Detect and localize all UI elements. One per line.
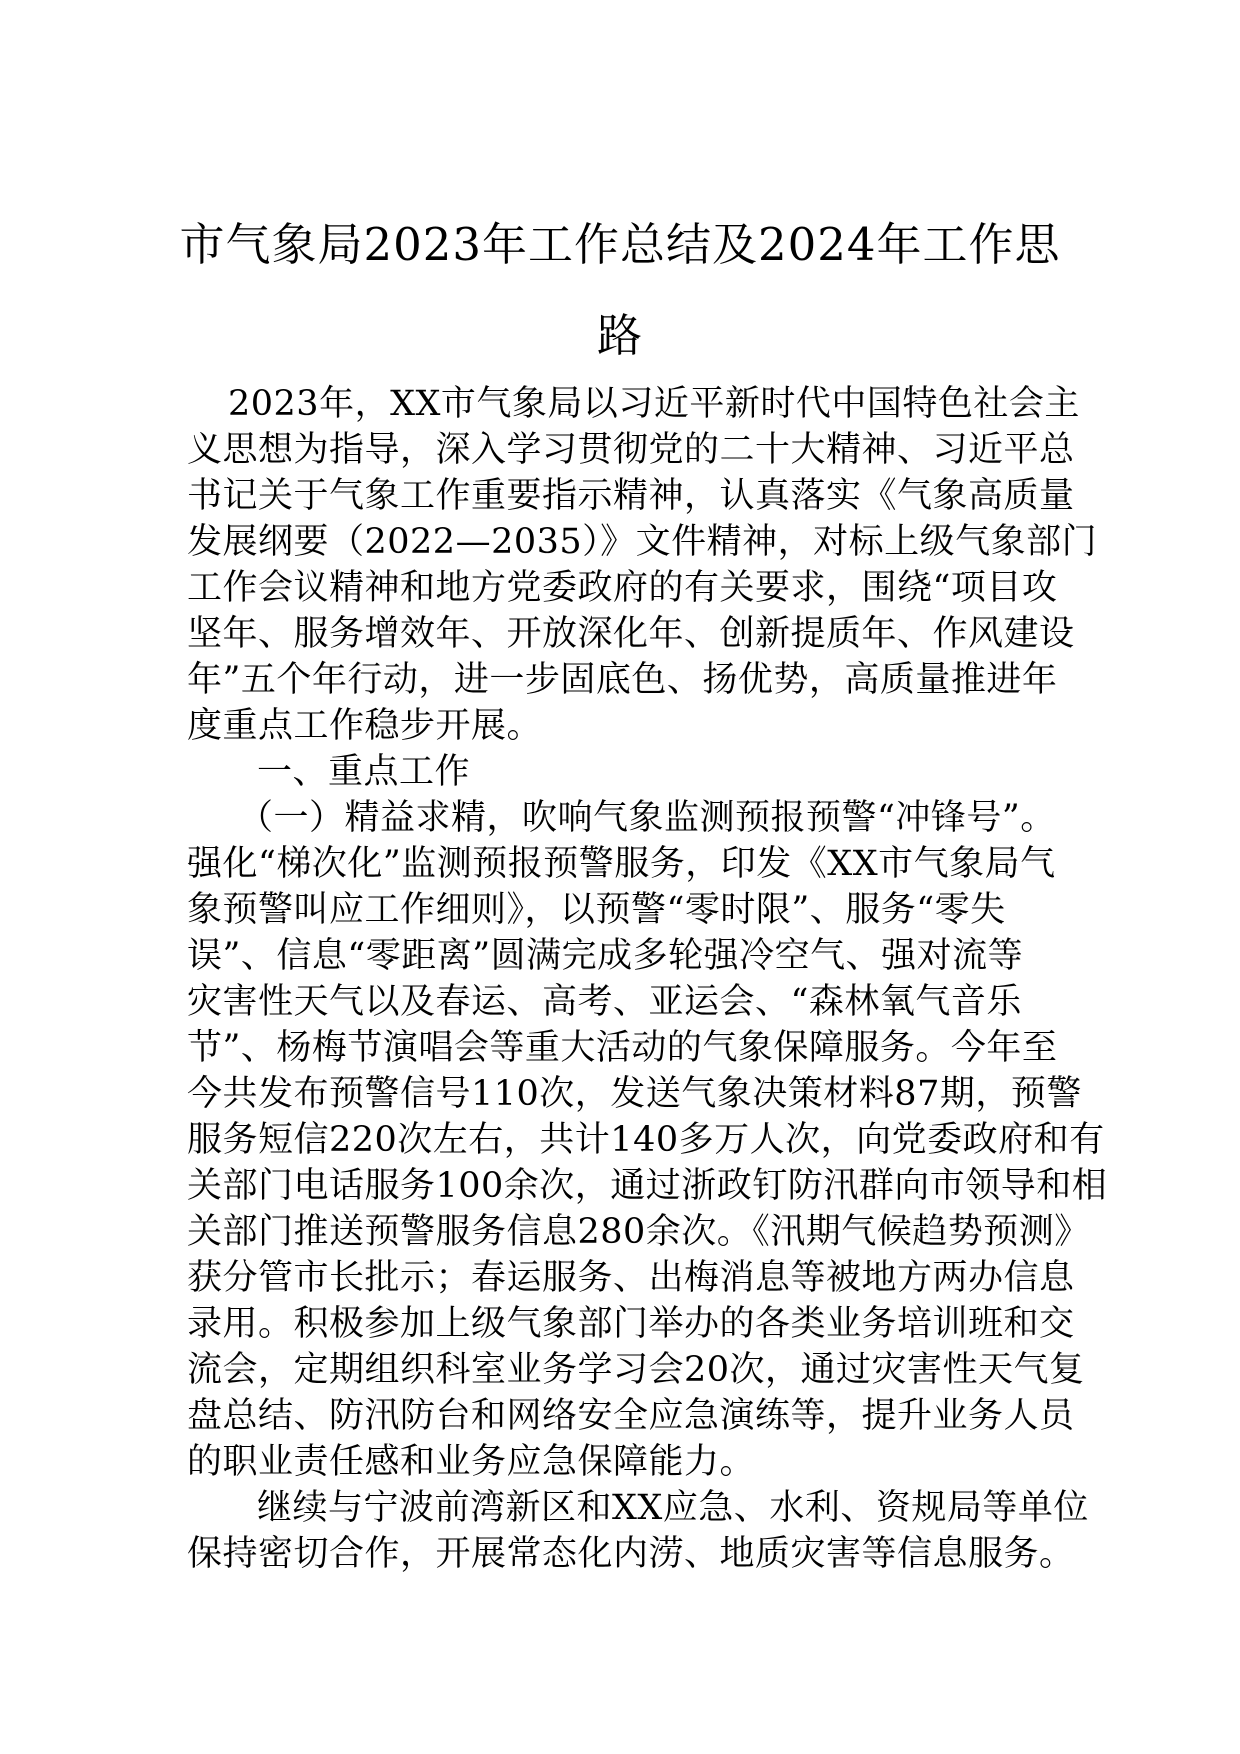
body-line: 误”、信息“零距离”圆满完成多轮强冷空气、强对流等 bbox=[187, 936, 1024, 976]
subsection-heading: （一）精益求精，吹响气象监测预报预警“冲锋号”。 bbox=[238, 798, 1056, 838]
body-line: 获分管市长批示；春运服务、出梅消息等被地方两办信息 bbox=[187, 1258, 1075, 1298]
body-line: 服务短信220次左右，共计140多万人次，向党委政府和有 bbox=[187, 1120, 1105, 1160]
body-line: 年”五个年行动，进一步固底色、扬优势，高质量推进年 bbox=[187, 660, 1058, 700]
body-line: 工作会议精神和地方党委政府的有关要求，围绕“项目攻 bbox=[187, 568, 1058, 608]
body-line: 节”、杨梅节演唱会等重大活动的气象保障服务。今年至 bbox=[187, 1028, 1058, 1068]
body-line: 2023年，XX市气象局以习近平新时代中国特色社会主 bbox=[228, 384, 1080, 424]
body-line: 象预警叫应工作细则》，以预警“零时限”、服务“零失 bbox=[187, 890, 1006, 930]
body-line: 盘总结、防汛防台和网络安全应急演练等，提升业务人员 bbox=[187, 1396, 1075, 1436]
section-heading: 一、重点工作 bbox=[257, 752, 471, 792]
body-line: 度重点工作稳步开展。 bbox=[187, 706, 543, 746]
body-line: 灾害性天气以及春运、高考、亚运会、“森林氧气音乐 bbox=[187, 982, 1022, 1022]
body-line: 书记关于气象工作重要指示精神，认真落实《气象高质量 bbox=[187, 476, 1075, 516]
body-line: 继续与宁波前湾新区和XX应急、水利、资规局等单位 bbox=[257, 1488, 1089, 1528]
document-title-line-2: 路 bbox=[596, 309, 643, 362]
body-line: 今共发布预警信号110次，发送气象决策材料87期，预警 bbox=[187, 1074, 1082, 1114]
body-line: 录用。积极参加上级气象部门举办的各类业务培训班和交 bbox=[187, 1304, 1075, 1344]
body-line: 保持密切合作，开展常态化内涝、地质灾害等信息服务。 bbox=[187, 1534, 1075, 1574]
body-line: 强化“梯次化”监测预报预警服务，印发《XX市气象局气 bbox=[187, 844, 1056, 884]
document-title-line-1: 市气象局2023年工作总结及2024年工作思 bbox=[179, 218, 1061, 271]
body-line: 义思想为指导，深入学习贯彻党的二十大精神、习近平总 bbox=[187, 430, 1075, 470]
body-line: 发展纲要（2022—2035）》文件精神，对标上级气象部门 bbox=[187, 522, 1098, 562]
body-line: 坚年、服务增效年、开放深化年、创新提质年、作风建设 bbox=[187, 614, 1075, 654]
body-line: 关部门电话服务100余次，通过浙政钉防汛群向市领导和相 bbox=[187, 1166, 1108, 1206]
body-line: 流会，定期组织科室业务学习会20次，通过灾害性天气复 bbox=[187, 1350, 1085, 1390]
body-line: 关部门推送预警服务信息280余次。《汛期气候趋势预测》 bbox=[187, 1212, 1090, 1252]
body-line: 的职业责任感和业务应急保障能力。 bbox=[187, 1442, 756, 1482]
